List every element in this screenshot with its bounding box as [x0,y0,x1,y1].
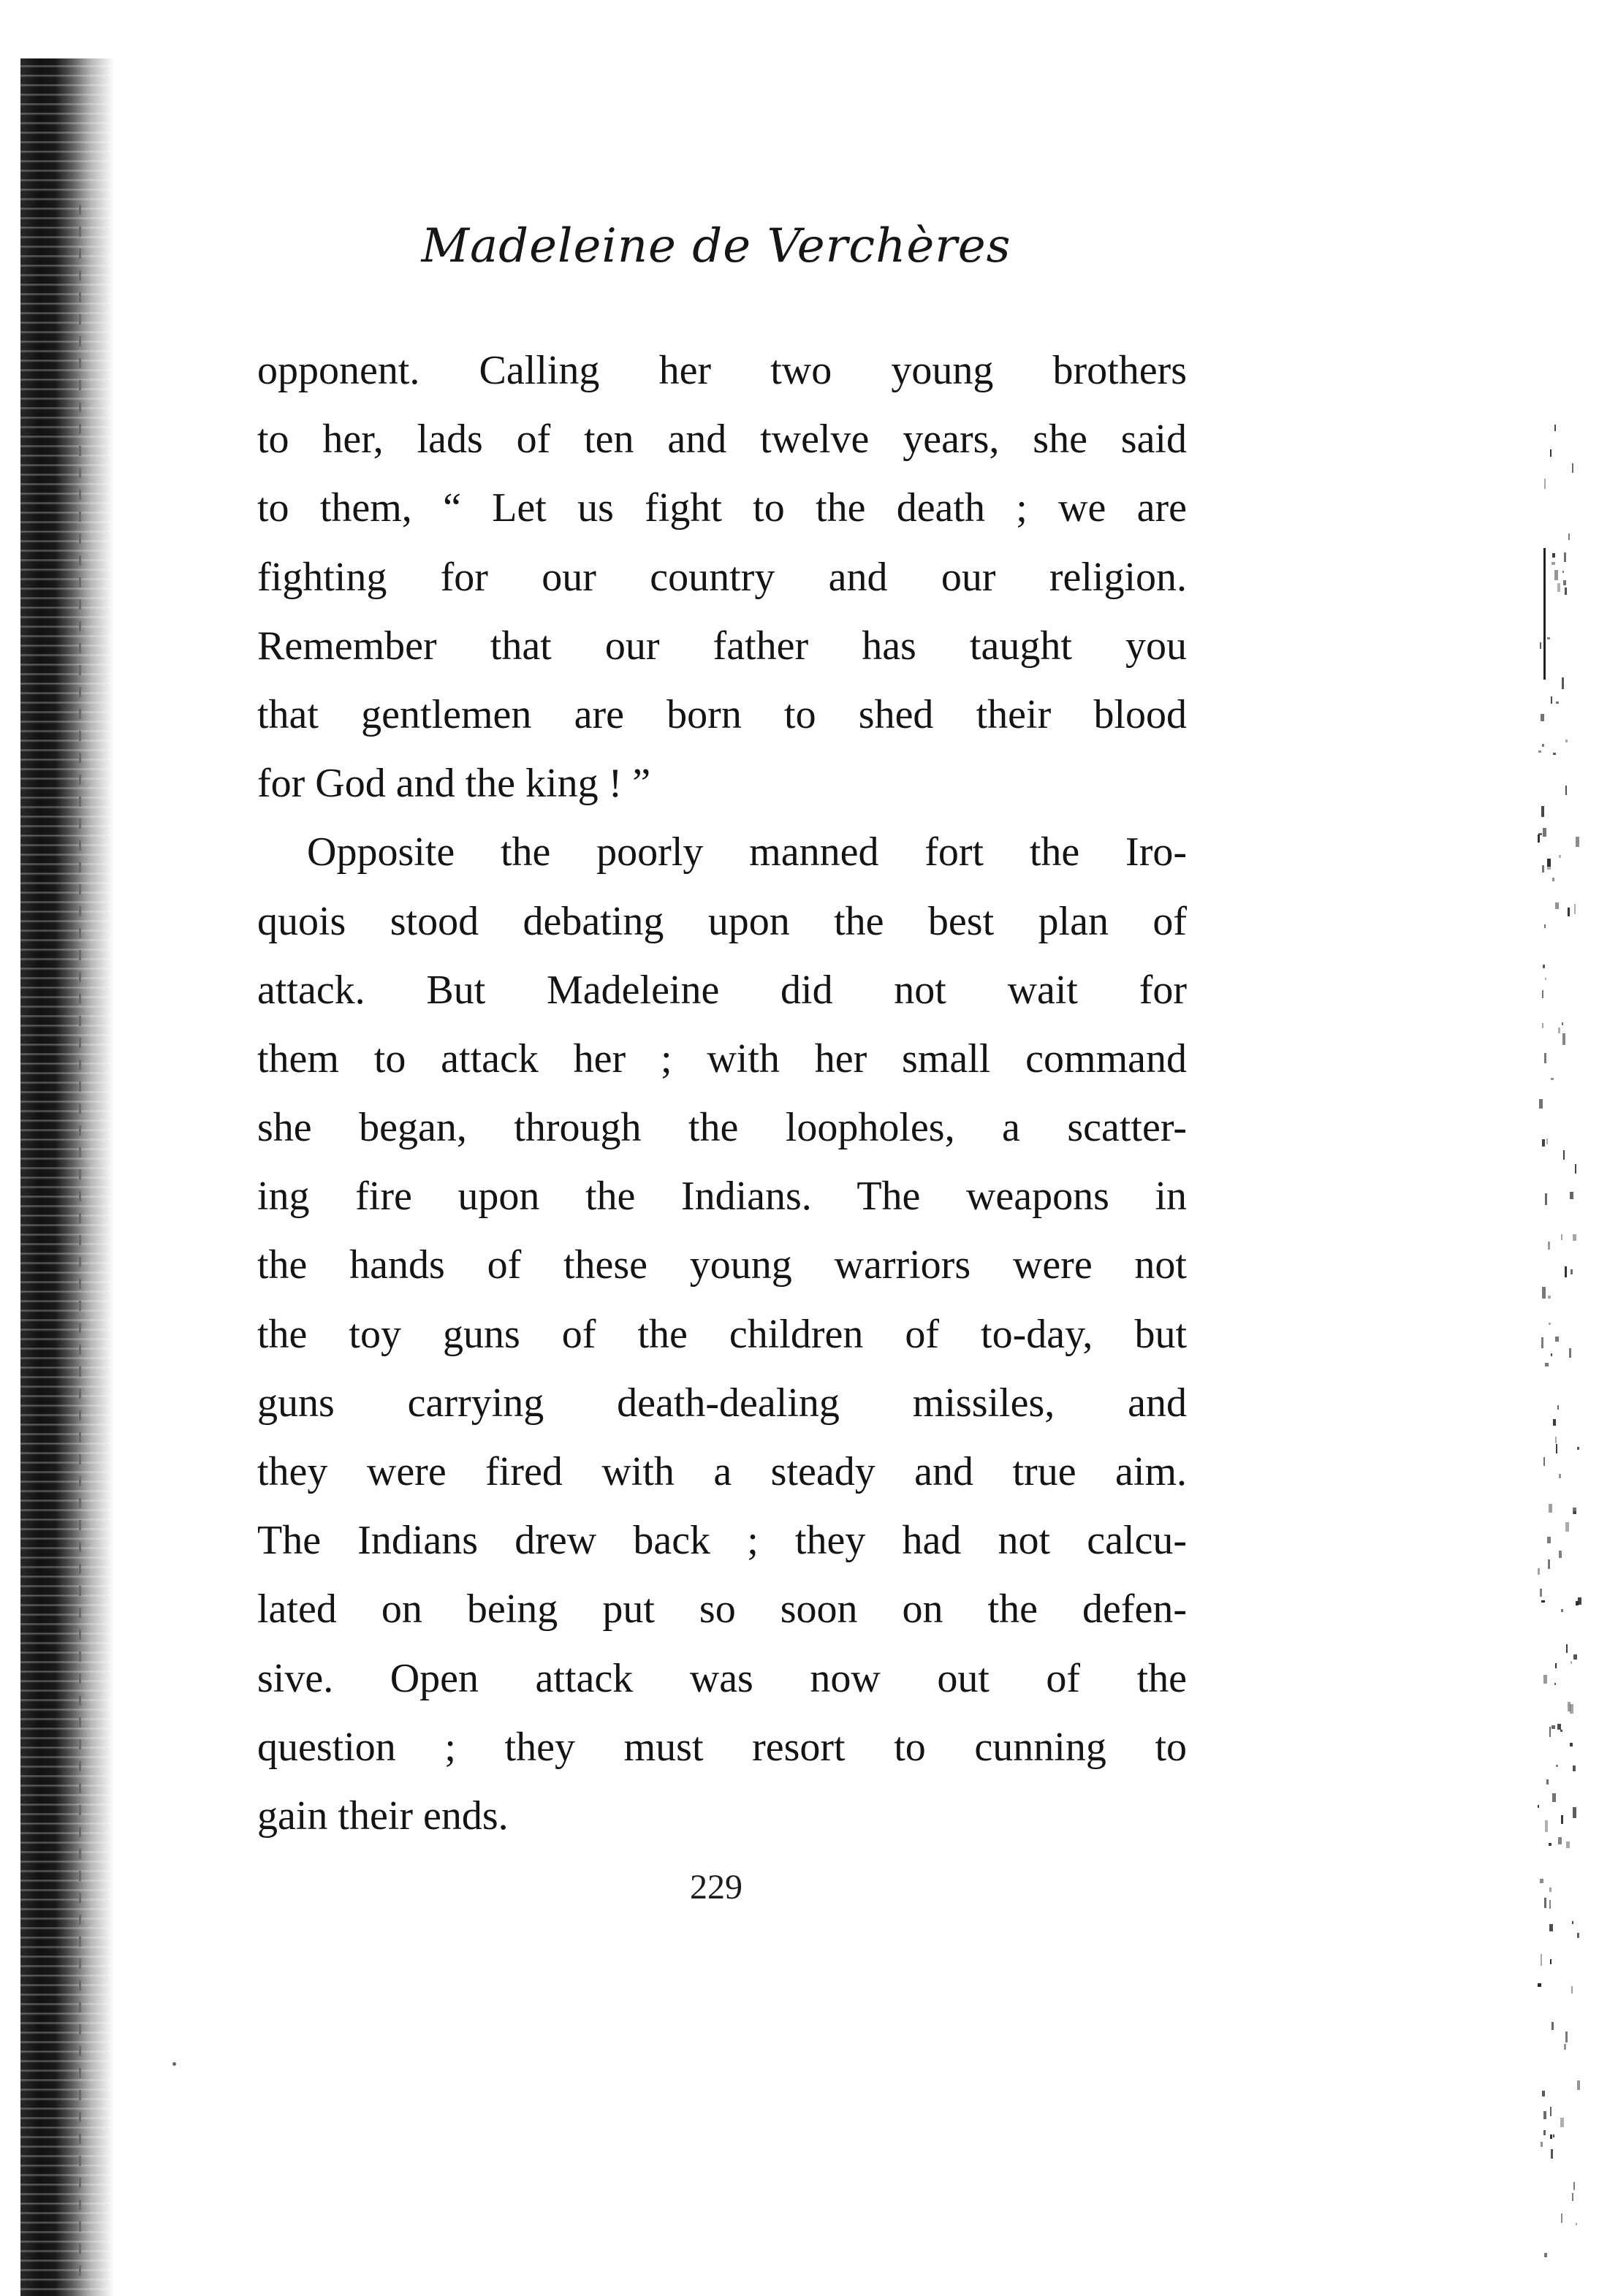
edge-speck [1548,1559,1550,1569]
running-head: Madeleine de Verchères [421,219,1011,273]
edge-speck [1540,1589,1542,1597]
edge-speck [1562,1033,1565,1045]
edge-speck [1547,1537,1551,1543]
edge-speck [1558,1837,1562,1844]
text-line: the hands of these young warriors were not [257,1242,1187,1288]
edge-speck [1542,1139,1545,1147]
edge-speck [1542,865,1544,873]
edge-speck [1564,552,1566,562]
edge-speck [1553,753,1556,755]
edge-speck [1543,2130,1546,2135]
text-line: sive. Open attack was now out of the [257,1655,1187,1701]
edge-speck [1560,2118,1564,2127]
text-line: for God and the king ! ” [257,761,651,807]
edge-speck [1550,1959,1551,1964]
text-line: ing fire upon the Indians. The weapons in [257,1174,1187,1220]
edge-speck [1565,1266,1567,1277]
edge-speck [1546,1779,1549,1784]
edge-speck [1539,1099,1543,1109]
edge-speck [1555,1663,1557,1668]
edge-speck [1549,1888,1551,1892]
edge-speck [1550,2135,1552,2139]
edge-speck [1570,1743,1573,1746]
edge-speck [1543,1675,1547,1684]
edge-speck [1551,696,1552,704]
text-line: the toy guns of the children of to-day, but [257,1311,1187,1357]
edge-speck [1551,2149,1553,2159]
edge-speck [1557,1405,1559,1410]
edge-speck [1561,1234,1562,1240]
text-line: gain their ends. [257,1793,509,1839]
edge-speck [1544,1053,1546,1063]
binding-gutter-shadow [20,58,114,2296]
text-line: they were fired with a steady and true aim. [257,1449,1187,1494]
edge-speck [1547,637,1550,639]
edge-speck [1541,1337,1543,1348]
text-line: guns carrying death-dealing missiles, and [257,1380,1187,1426]
edge-speck [1542,1287,1546,1299]
edge-speck [1545,1193,1547,1205]
page-number: 229 [690,1868,742,1907]
body-text [257,336,1187,1850]
edge-speck [1573,2182,1575,2190]
edge-speck [1549,1727,1551,1737]
edge-rule [1543,548,1546,680]
edge-speck [1575,1164,1576,1174]
edge-speck [1545,1820,1548,1832]
edge-speck [1543,1457,1545,1466]
text-line: opponent. Calling her two young brothers [257,348,1187,393]
edge-speck [1543,828,1546,837]
edge-speck [1569,1348,1571,1358]
text-line: them to attack her ; with her small command [257,1035,1187,1082]
edge-speck [1561,1815,1563,1824]
edge-speck [1551,1078,1554,1080]
edge-speck [1573,1807,1576,1818]
edge-speck [1558,1027,1560,1033]
edge-speck [1576,2223,1577,2225]
edge-speck [1551,1353,1552,1356]
edge-speck [1550,2107,1551,2116]
text-line: attack. But Madeleine did not wait for [257,967,1187,1013]
edge-speck [1543,965,1545,968]
edge-speck [1556,702,1559,704]
edge-speck [1568,1702,1570,1711]
edge-speck [1542,2091,1545,2097]
edge-speck [1560,1730,1562,1732]
edge-speck [1574,904,1576,914]
edge-speck [1545,1363,1549,1366]
text-line: lated on being put so soon on the defen- [257,1586,1187,1632]
edge-speck [1542,990,1543,998]
edge-speck [1565,588,1567,595]
gutter-dash-line [79,205,81,2280]
edge-speck [1540,642,1541,649]
edge-speck [1549,1323,1551,1325]
edge-speck [1552,553,1555,558]
edge-speck [1549,1900,1551,1909]
edge-speck [1572,2193,1573,2201]
edge-speck [1541,1600,1545,1603]
edge-speck [1565,786,1567,795]
edge-speck [1576,837,1579,847]
text-line: that gentlemen are born to shed their blood [257,691,1187,737]
edge-speck [1562,677,1564,689]
edge-speck [1545,978,1546,980]
stray-ink-dot [172,2062,176,2066]
edge-speck [1538,1983,1541,1987]
edge-speck [1561,1609,1563,1612]
edge-speck [1565,2031,1568,2042]
edge-speck [1556,1444,1557,1453]
edge-speck [1554,1683,1556,1685]
edge-speck [1544,1898,1546,1908]
edge-speck [1555,1337,1559,1342]
edge-speck [1577,2080,1580,2090]
edge-speck [1542,1023,1543,1028]
text-line: question ; they must resort to cunning to [257,1724,1187,1770]
text-line: quois stood debating upon the best plan of [257,898,1187,944]
edge-speck [1553,2135,1554,2137]
edge-speck [1544,924,1546,928]
edge-speck [1540,1879,1543,1883]
edge-speck [1573,1508,1576,1514]
edge-speck [1546,1139,1548,1144]
edge-speck [1562,571,1564,573]
edge-speck [1573,1765,1576,1771]
text-line: she began, through the loopholes, a scatter- [257,1105,1187,1151]
edge-speck [1552,878,1554,881]
edge-speck [1573,1654,1577,1660]
edge-speck [1541,806,1544,817]
text-line: The Indians drew back ; they had not calcu- [257,1518,1187,1564]
edge-speck [1543,2111,1546,2119]
edge-speck [1568,533,1570,540]
edge-speck [1565,740,1568,742]
edge-speck [1541,2142,1543,2147]
edge-speck [1549,1504,1552,1513]
edge-speck [1571,1986,1573,1993]
edge-speck [1544,479,1546,489]
facing-page-speckle-edge [1538,409,1581,2296]
edge-speck [1551,1725,1555,1729]
edge-speck [1561,2213,1562,2223]
edge-speck [1556,1765,1558,1767]
edge-speck [1566,1644,1568,1653]
edge-speck [1553,1419,1556,1426]
edge-speck [1565,1522,1569,1532]
edge-speck [1554,425,1556,431]
edge-speck [1548,1296,1551,1299]
edge-speck [1576,1601,1579,1605]
text-line: to her, lads of ten and twelve years, she said [257,417,1187,463]
edge-speck [1552,1793,1556,1802]
edge-speck [1559,1551,1562,1558]
edge-speck [1538,835,1540,843]
edge-speck [1573,1234,1576,1241]
text-line: Remember that our father has taught you [257,623,1187,669]
text-line: fighting for our country and our religion. [257,554,1187,600]
edge-speck [1570,1269,1573,1274]
edge-speck [1551,2022,1554,2030]
edge-speck [1542,744,1544,747]
text-line: Opposite the poorly manned fort the Iro- [307,829,1187,875]
edge-speck [1577,1933,1579,1938]
edge-speck [1559,855,1561,858]
edge-speck [1538,750,1541,753]
edge-speck [1548,1242,1550,1250]
edge-speck [1555,902,1559,909]
edge-speck [1551,562,1555,565]
edge-speck [1568,908,1570,916]
edge-speck [1541,1954,1542,1966]
text-line: to them, “ Let us fight to the death ; we are [257,485,1187,531]
edge-speck [1562,1022,1563,1025]
edge-speck [1563,1150,1565,1160]
edge-speck [1570,1661,1572,1664]
edge-speck [1541,714,1544,721]
edge-speck [1547,859,1551,867]
edge-speck [1554,570,1558,580]
edge-speck [1555,1437,1557,1443]
edge-speck [1566,1841,1570,1848]
edge-speck [1564,2044,1566,2050]
edge-speck [1544,2253,1547,2257]
edge-speck [1563,580,1566,585]
edge-speck [1572,1921,1573,1924]
edge-speck [1570,1192,1573,1199]
edge-speck [1549,1843,1551,1846]
edge-speck [1557,1724,1561,1730]
edge-speck [1550,449,1551,457]
edge-speck [1538,1568,1540,1575]
edge-speck [1549,1924,1553,1931]
edge-speck [1577,1447,1579,1450]
edge-speck [1559,1474,1561,1478]
edge-speck [1557,583,1560,592]
edge-speck [1538,1805,1539,1808]
edge-speck [1572,463,1573,473]
